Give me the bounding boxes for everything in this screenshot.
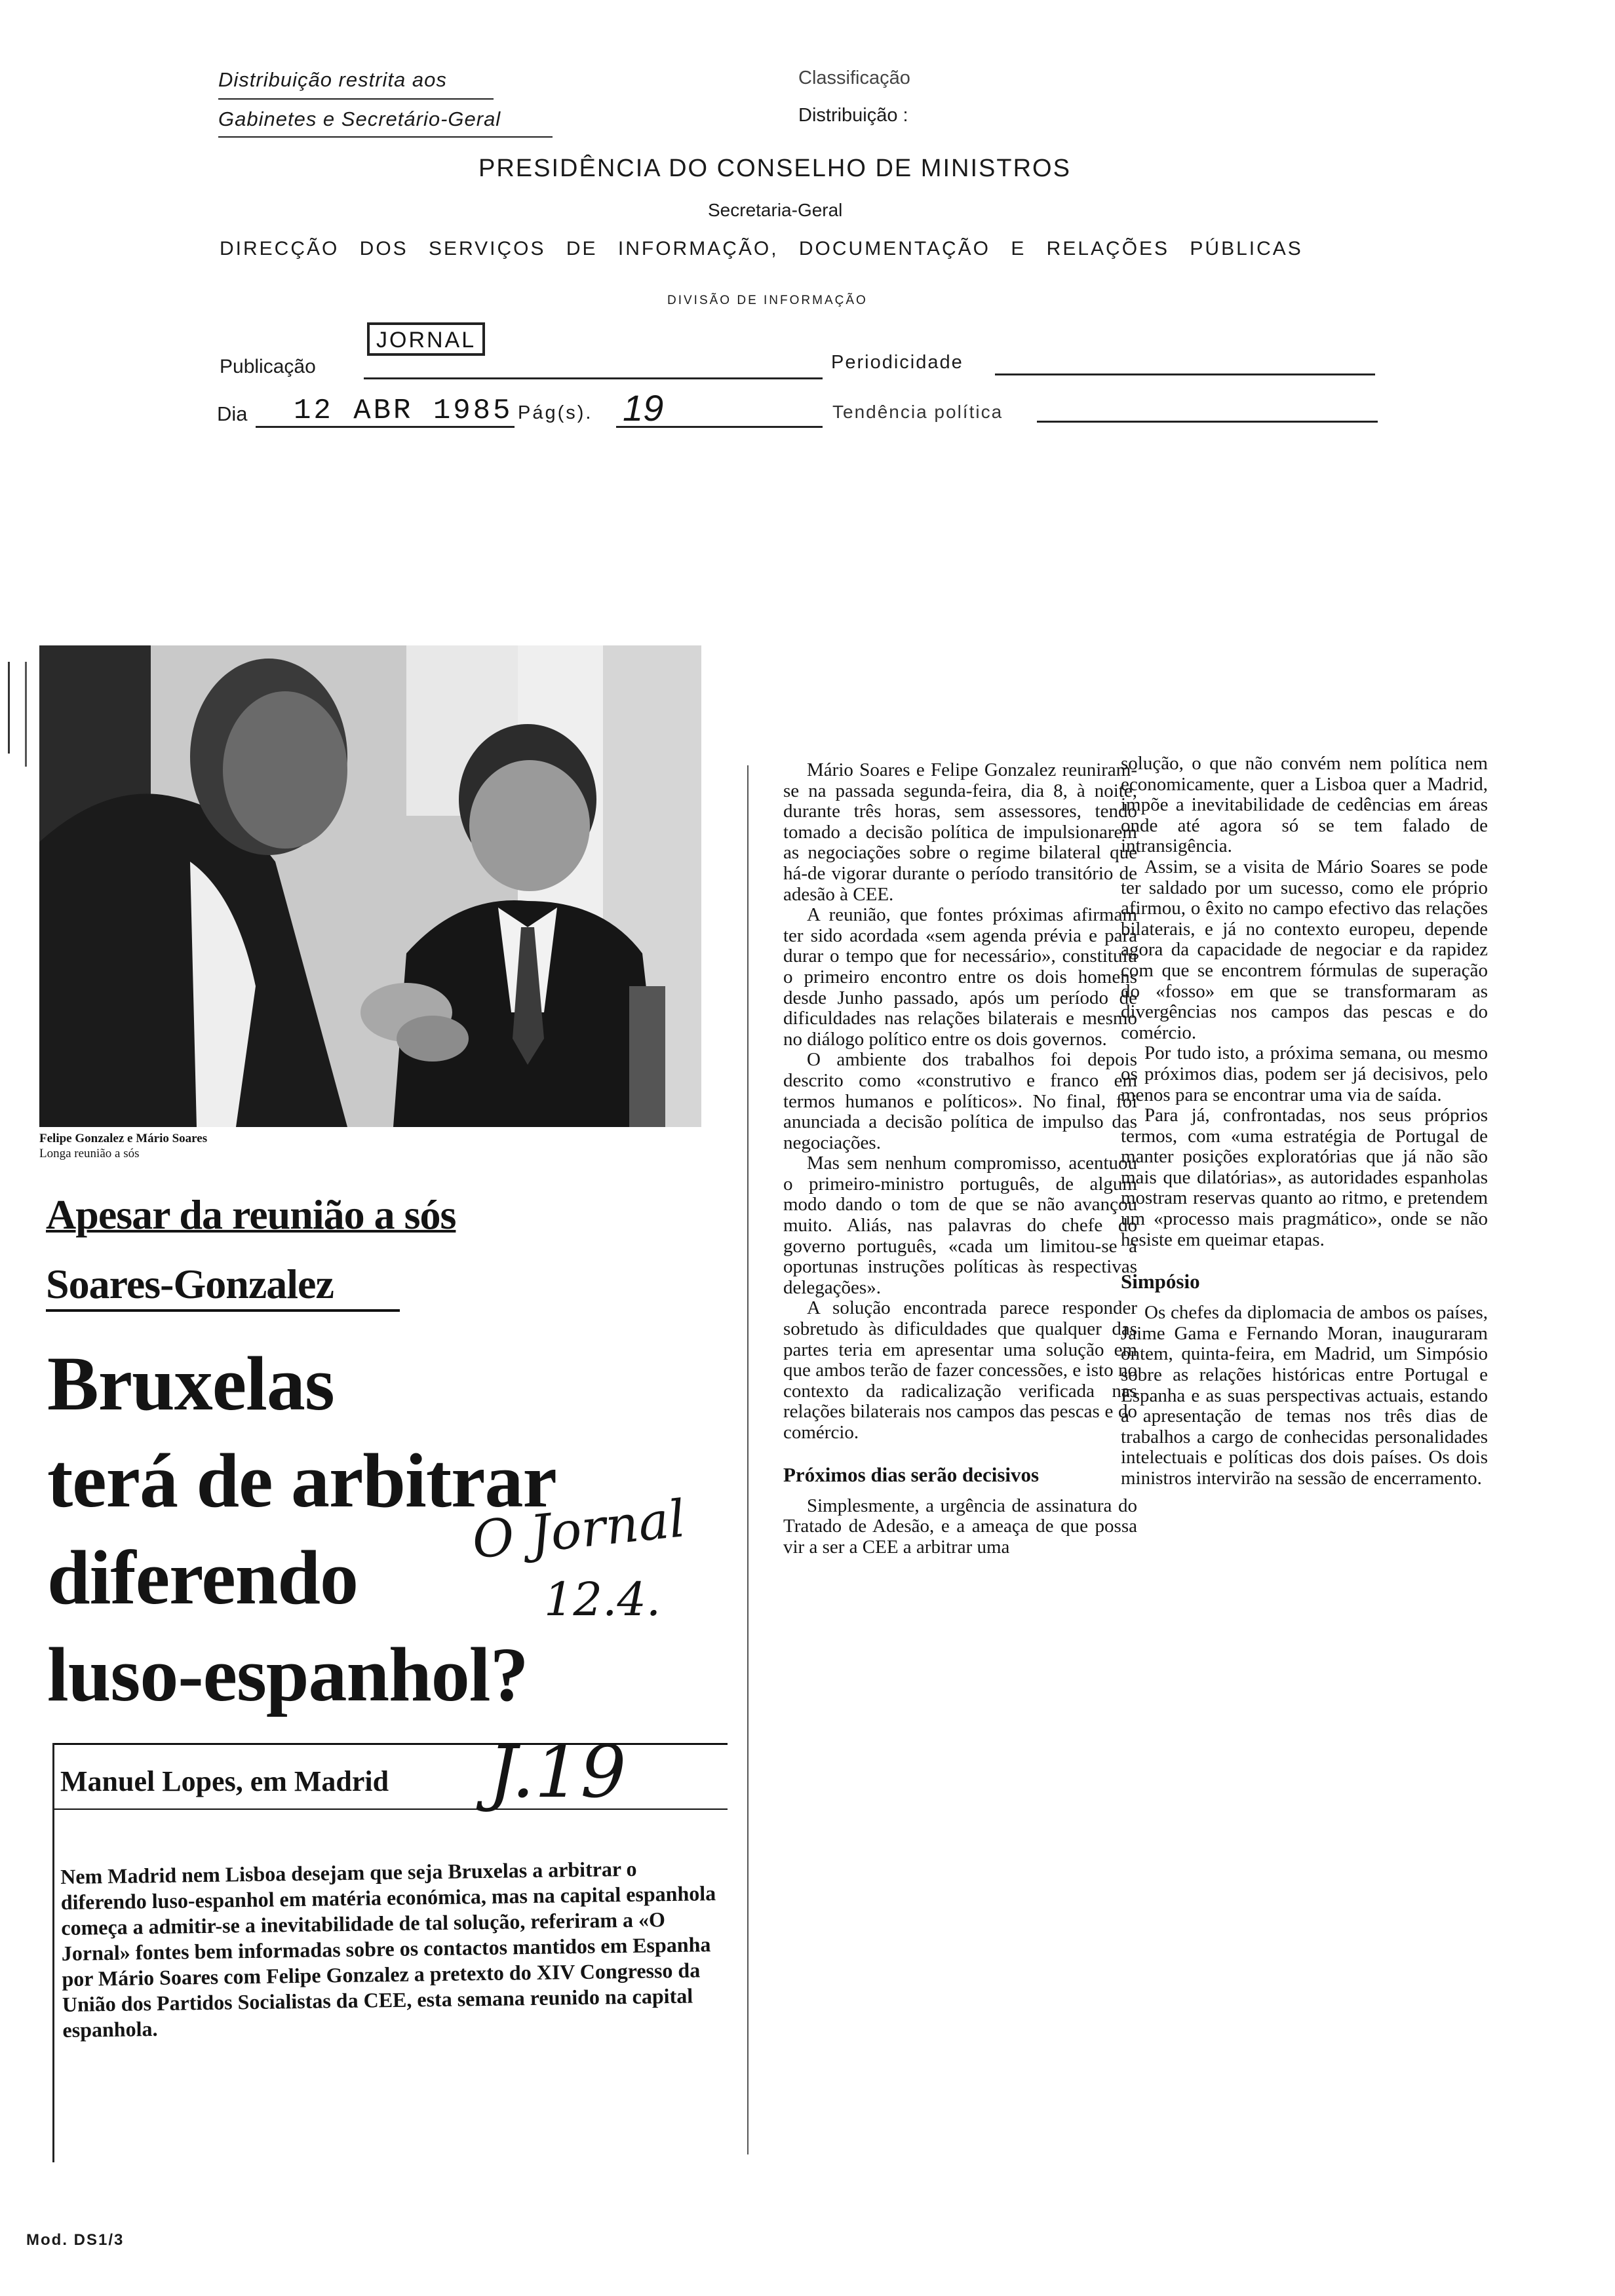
- paragraph: A solução encontrada parece responder sobretudo às dificuldades que qualquer das partes teria em apresentar uma solução em que ambos terão de fazer concessões, e isto no contexto da radicalização verificada nas relações bilaterais nos campos das pescas e do comércio.: [783, 1297, 1137, 1443]
- paragraph: Para já, confrontadas, nos seus próprios termos, com «uma estratégia de Portugal de manter posições exploratórias que já não são mais que dilatórias», as autoridades espanholas mostram reservas quanto ao ritmo, e pretendem um «processo mais pragmático», onde se não hesiste em queimar etapas.: [1121, 1105, 1488, 1250]
- paragraph: Os chefes da diplomacia de ambos os países, Jaime Gama e Fernando Moran, inauguraram ontem, quinta-feira, em Madrid, um Simpósio sobre as relações históricas entre Portugal e Espanha e as suas perspectivas actuais, estando a apresentação de temas nos três dias de trabalhos a cargo de conhecidas personalidades intelectuais e políticas dos dois países. Os dois ministros intervirão na sessão de encerramento.: [1121, 1302, 1488, 1489]
- distribution-note-1: Distribuição restrita aos: [218, 68, 447, 91]
- news-photo: [39, 645, 701, 1127]
- body-column-2: [1121, 754, 1488, 1489]
- handwritten-source-note: O Jornal: [469, 1489, 688, 1571]
- paragraph: Mas sem nenhum compromisso, acentuou o primeiro-ministro português, de algum modo dando o tom de que se não avançou muito. Aliás, nas palavras do chefe do governo português, «cada um limitou-se a oportunas instruções políticas às respectivas delegações».: [783, 1153, 1137, 1298]
- body-column-1: [783, 760, 1137, 1558]
- photo-caption-2: Longa reunião a sós: [39, 1147, 140, 1160]
- secretariat: Secretaria-Geral: [708, 200, 843, 220]
- distribution-label: Distribuição :: [798, 105, 908, 126]
- photo-illustration: [39, 645, 701, 1127]
- publication-line: [364, 377, 823, 379]
- handwritten-page-note: J.19: [488, 1730, 627, 1814]
- paragraph: Assim, se a visita de Mário Soares se pode ter saldado por um sucesso, como ele próprio afirmou, o êxito no campo efectivo das relações bilaterais, e já no contexto europeu, depende agora da capacidade de negociar e da rapidez com que se encontrem fórmulas de superação do «fosso» em que se transformaram as divergências nos campos das pescas e do comércio.: [1121, 856, 1488, 1043]
- day-label: Dia: [217, 402, 248, 425]
- classification-label: Classificação: [798, 67, 910, 88]
- form-code: Mod. DS1/3: [26, 2231, 125, 2249]
- byline: Manuel Lopes, em Madrid: [60, 1765, 389, 1797]
- pages-value: 19: [623, 387, 664, 429]
- directorate: DIRECÇÃO DOS SERVIÇOS DE INFORMAÇÃO, DOCUMENTAÇÃO E RELAÇÕES PÚBLICAS: [220, 238, 1303, 259]
- left-column-rule: [52, 1743, 54, 2162]
- headline-line-1: Bruxelas: [47, 1341, 334, 1426]
- photo-caption-1: Felipe Gonzalez e Mário Soares: [39, 1132, 208, 1145]
- paragraph: solução, o que não convém nem política nem economicamente, quer a Lisboa quer a Madrid, impõe a inevitabilidade de cedências em áreas onde até agora só se tem falado de intransigência.: [1121, 753, 1488, 857]
- distribution-note-2: Gabinetes e Secretário-Geral: [218, 107, 501, 130]
- paragraph: Mário Soares e Felipe Gonzalez reuniram-se na passada segunda-feira, dia 8, à noite, durante três horas, sem assessores, tendo tomado a decisão política de impulsionarem as negociações sobre o regime bilateral que há-de vigorar durante o período transitório de adesão à CEE.: [783, 759, 1137, 905]
- subheading-simposio: Simpósio: [1121, 1270, 1200, 1293]
- subheading-proximos-dias: Próximos dias serão decisivos: [783, 1463, 1040, 1486]
- handwritten-date-note: 12.4.: [544, 1573, 661, 1626]
- headline-line-3: diferendo: [47, 1535, 358, 1620]
- distribution-label-text: Distribuição: [798, 105, 898, 126]
- distribution-note-underline: [218, 98, 494, 100]
- paragraph: A reunião, que fontes próximas afirmam ter sido acordada «sem agenda prévia e para durar o tempo que for necessário», constituiu o primeiro encontro entre os dois homens desde Junho passado, após um período de dificuldades nas relações bilaterais e mesmo no diálogo político entre os dois governos.: [783, 904, 1137, 1050]
- office-title: PRESIDÊNCIA DO CONSELHO DE MINISTROS: [478, 155, 1071, 182]
- periodicity-label: Periodicidade: [831, 352, 963, 373]
- periodicity-line: [995, 373, 1375, 375]
- headline-line-2: terá de arbitrar: [47, 1438, 556, 1523]
- publication-stamp: JORNAL: [367, 322, 485, 356]
- political-tendency-line: [1037, 421, 1378, 423]
- paragraph: Simplesmente, a urgência de assinatura do Tratado de Adesão, e a ameaça de que possa vir a ser a CEE a arbitrar uma: [783, 1495, 1137, 1558]
- pages-label: Pág(s).: [518, 402, 593, 423]
- political-tendency-label: Tendência política: [832, 402, 1003, 422]
- kicker-line-1: Apesar da reunião a sós: [46, 1191, 456, 1238]
- publication-label: Publicação: [220, 356, 316, 377]
- paragraph: Por tudo isto, a próxima semana, ou mesmo os próximos dias, podem ser já decisivos, pelo menos para se encontrar uma via de saída.: [1121, 1043, 1488, 1105]
- kicker-line-2: Soares-Gonzalez: [46, 1261, 334, 1307]
- column-divider-1: [747, 765, 749, 2154]
- day-value: 12 ABR 1985: [294, 394, 513, 427]
- paragraph: O ambiente dos trabalhos foi depois descrito como «construtivo e franco em termos humanos e políticos». No final, foi anunciada a decisão política de impulso das negociações.: [783, 1049, 1137, 1153]
- left-clipping-edge: [8, 662, 10, 754]
- distribution-note-underline-2: [218, 136, 553, 138]
- division: DIVISÃO DE INFORMAÇÃO: [667, 294, 868, 307]
- left-clipping-edge-2: [25, 662, 27, 767]
- lead-paragraph: Nem Madrid nem Lisboa desejam que seja Bruxelas a arbitrar o diferendo luso-espanhol em matéria económica, mas na capital espanhola começa a admitir-se a inevitabilidade de tal solução, referiram a «O Jornal» fontes bem informadas sobre os contactos mantidos em Espanha por Mário Soares com Felipe Gonzalez a pretexto do XIV Congresso da União dos Partidos Socialistas da CEE, esta semana reunido na capital espanhola.: [60, 1856, 716, 2042]
- kicker-underline: [46, 1309, 400, 1312]
- headline-line-4: luso-espanhol?: [47, 1632, 528, 1717]
